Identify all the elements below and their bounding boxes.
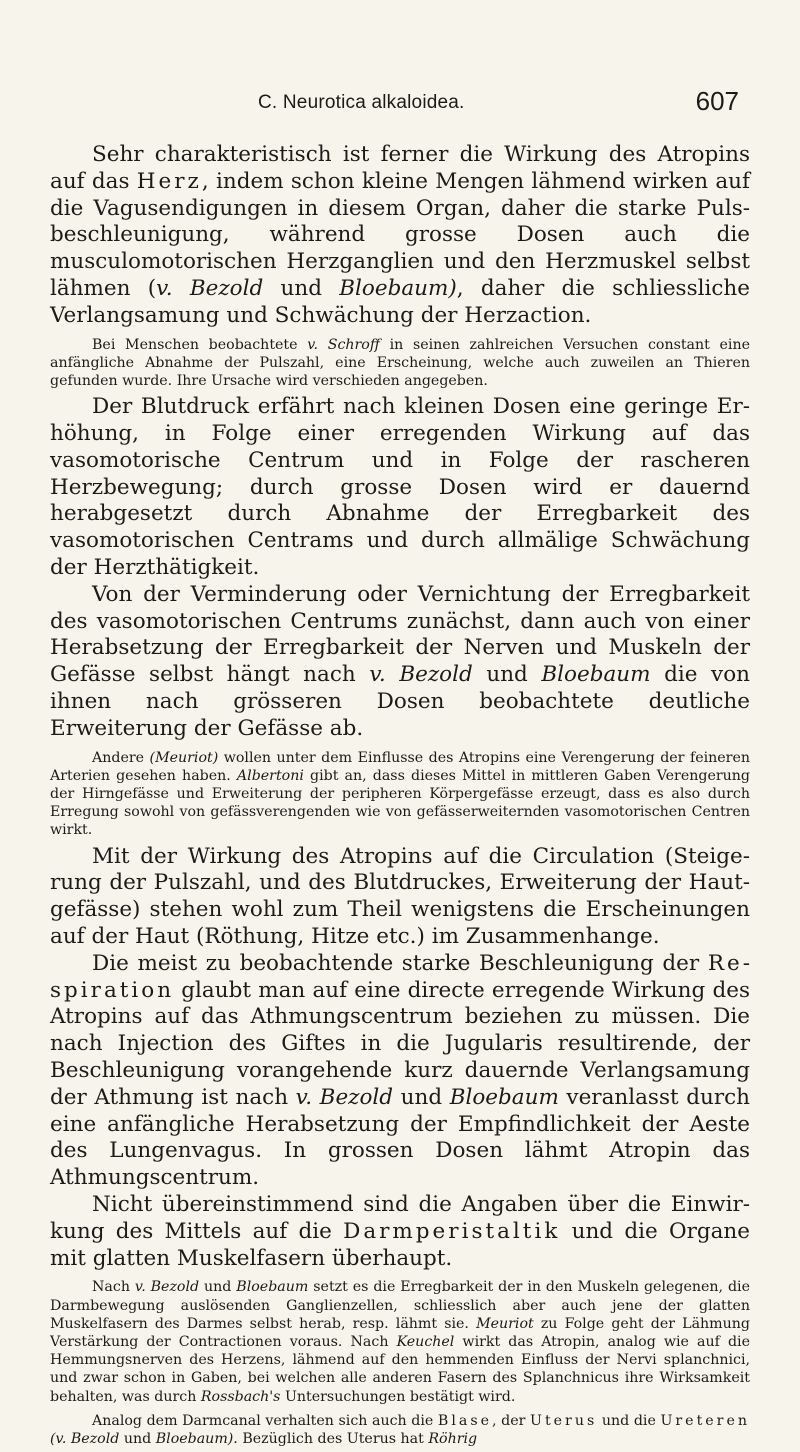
italic-run: v. Bezold (134, 1279, 200, 1296)
note-bezold (50, 1278, 750, 1405)
italic-run: Bloebaum). (155, 1430, 238, 1447)
spaced-run: Uterus (530, 1412, 598, 1429)
text-run: , der (492, 1412, 530, 1429)
text-run: und (263, 275, 340, 301)
running-head: C. Neurotica alkaloidea. (258, 92, 465, 113)
paragraph-blutdruck (50, 394, 750, 582)
paragraph-respiration (50, 951, 750, 1192)
text-run: und (393, 1084, 450, 1110)
text-run: zu Folge geht der Lähmung Verstärkung der Contractionen voraus. Nach (50, 1315, 750, 1350)
text-run: Die meist zu beobachtende starke Beschleunigung der (92, 950, 708, 976)
paragraph-herz (50, 142, 750, 330)
spaced-run: Herz (136, 168, 202, 194)
text-run: glaubt man auf eine directe erregende Wirkung des Atropins auf das Athmungscentrum beziehen zu müssen. Die nach Injection des Giftes in die Jugularis resultirende, der Beschleunigung vorangehende kurz dauernde Verlangsamung der Athmung ist nach (50, 977, 750, 1110)
text-run: gibt an, dass dieses Mittel in mittleren Gaben Verengerung der Hirngefässe und Erweiterung der peripheren Körpergefässe erzeugt, dass es also durch Erregung sowohl von gefässverengenden wie von gefässerweiternden vasomotorischen Centren wirkt. (50, 767, 750, 839)
spaced-run: Darmperistaltik (343, 1218, 561, 1244)
text-run: in seinen zahlreichen Versuchen constant eine anfängliche Abnahme der Pulszahl, eine Erscheinung, welche auch zuweilen an Thieren gefunden wurde. Ihre Ursache wird verschieden angegeben. (50, 336, 751, 389)
text-run: Untersuchungen bestätigt wird. (280, 1388, 516, 1405)
text-run: Sehr charakteristisch ist ferner die Wirkung des Atropins auf das (50, 142, 750, 194)
italic-run: v. Bezold (295, 1084, 394, 1110)
text-run: Analog dem Darmcanal verhalten sich auch die (92, 1412, 438, 1429)
paragraph-circulation (50, 844, 750, 951)
italic-run: (v. Bezold (50, 1430, 120, 1447)
spaced-run: Ureteren (660, 1412, 750, 1429)
page-number: 607 (695, 86, 739, 116)
text-run: Von der Verminderung oder Vernichtung der Erregbarkeit des vasomotorischen Centrums zunächst, dann auch von einer Herabsetzung der Erregbarkeit der Nerven und Muskeln der Gefässe selbst hängt nach (50, 581, 750, 688)
italic-run: Keuchel (396, 1333, 455, 1350)
italic-run: v. Bezold (369, 662, 473, 688)
note-blase-uterus (50, 1412, 750, 1448)
text-run: veranlasst durch eine anfängliche Herabsetzung der Empfindlichkeit der Aeste des Lungenvagus. In grossen Dosen lähmt Atropin das Athmungscentrum. (50, 1084, 750, 1191)
note-schroff (50, 336, 750, 391)
spaced-run: Blase (437, 1412, 493, 1429)
italic-run: (Meuriot) (149, 749, 219, 766)
text-run: Bei Menschen beobachtete (92, 336, 308, 353)
text-run: setzt es die Erregbarkeit der in den Muskeln gelegenen, die Darmbewegung auslösenden Ganglienzellen, schliesslich aber auch jene der glatten Muskelfasern des Darmes selbst herab, resp. lähmt sie. (50, 1279, 750, 1332)
text-run: und (199, 1279, 237, 1296)
italic-run: Meuriot (476, 1315, 534, 1332)
italic-run: v. Schroff (307, 336, 380, 353)
paragraph-verminderung (50, 582, 750, 743)
note-meuriot (50, 749, 750, 840)
text-run: und die Organe mit glatten Muskelfasern überhaupt. (50, 1218, 750, 1271)
text-run: , indem schon kleine Mengen lähmend wirken auf die Vagusendigungen in diesem Organ, daher die starke Pulsbeschleunigung, während grosse Dosen auch die musculomotorischen Herzganglien und den Herzmuskel selbst lähmen ( (50, 168, 750, 301)
italic-run: Röhrig (428, 1430, 478, 1447)
italic-run: Rossbach's (200, 1388, 281, 1405)
text-run: , daher die schliessliche Verlangsamung und Schwächung der Herzaction. (50, 275, 750, 328)
italic-run: v. Bezold (156, 275, 264, 301)
italic-run: Bloebaum) (339, 275, 457, 301)
text-run: und (472, 662, 542, 688)
text-run: Nicht übereinstimmend sind die Angaben über die Einwirkung des Mittels auf die (50, 1191, 750, 1244)
text-run: wollen unter dem Einflusse des Atropins eine Verengerung der feineren Arterien gesehen haben. (50, 749, 750, 784)
body-text (50, 142, 750, 1452)
text-run: und die (597, 1412, 661, 1429)
text-run: wirkt das Atropin, analog wie auf die Hemmungsnerven des Herzens, lähmend auf den hemmenden Einfluss der Nervi splanchnici, und zwar schon in Gaben, bei welchen alle anderen Fasern des Splanchnicus ihre Wirksamkeit behalten, was durch (50, 1333, 750, 1405)
italic-run: Bloebaum (449, 1084, 559, 1110)
page-header (0, 86, 800, 126)
text-run: Bezüglich des Uterus hat (237, 1430, 429, 1447)
italic-run: Albertoni (236, 767, 304, 784)
text-run: und (119, 1430, 156, 1447)
text-run: Mit der Wirkung des Atropins auf die Circulation (Steigerung der Pulszahl, und des Blutdruckes, Erweiterung der Hautgefässe) stehen wohl zum Theil wenigstens die Erscheinungen auf der Haut (Röthung, Hitze etc.) im Zusammenhange. (50, 843, 750, 949)
italic-run: Bloebaum (541, 662, 651, 688)
text-run: Der Blutdruck erfährt nach kleinen Dosen eine geringe Erhöhung, in Folge einer erregenden Wirkung auf das vasomotorische Centrum und in Folge der rascheren Herzbewegung; durch grosse Dosen wird er dauernd herabgesetzt durch Abnahme der Erregbarkeit des vasomotorischen Centrams und durch allmälige Schwächung der Herzthätigkeit. (50, 394, 750, 580)
text-run: Andere (92, 749, 150, 766)
paragraph-darmperistaltik (50, 1192, 750, 1272)
spaced-run: Respiration (50, 950, 750, 1003)
text-run: die von ihnen nach grösseren Dosen beobachtete deutliche Erweiterung der Gefässe ab. (50, 662, 750, 741)
italic-run: Bloebaum (236, 1279, 309, 1296)
text-run: Nach (92, 1279, 135, 1296)
